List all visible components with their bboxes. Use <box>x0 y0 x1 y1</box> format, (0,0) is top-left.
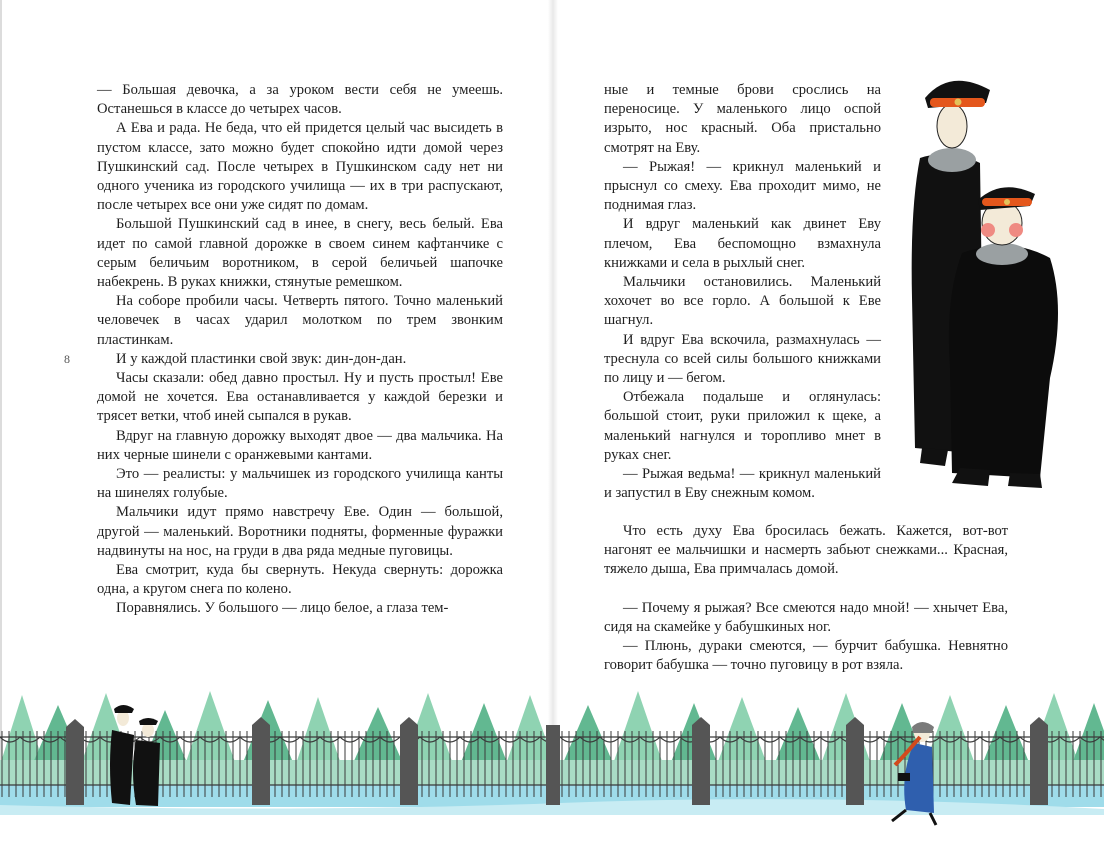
page-number: 8 <box>64 352 70 366</box>
paragraph: Поравнялись. У большого — лицо белое, а глаза тем- <box>116 600 449 617</box>
paragraph: Ева смотрит, куда бы свернуть. Некуда свернуть: дорожка одна, а кругом снега по колено. <box>97 562 503 598</box>
paragraph: Отбежала подальше и оглянулась: большой стоит, руки приложил к щеке, а маленький нагнулся и торопливо мнет в руках снег. <box>604 389 881 463</box>
paragraph: Большой Пушкинский сад в инее, в снегу, весь белый. Ева идет по самой главной дорожке в своем синем кафтанчике с серым беличьим воротником, в серой беличьей шапочке набекрень. В руках книжки, стянутые ремешком. <box>97 216 503 291</box>
paragraph: Это — реалисты: у мальчишек из городского училища канты на шинелях голубые. <box>97 466 503 502</box>
boys-in-fence-scene <box>110 705 160 806</box>
left-text-column <box>97 81 503 619</box>
paragraph: — Большая девочка, а за уроком вести себя не умеешь. Останешься в классе до четырех часов. <box>97 82 503 118</box>
paragraph: На соборе пробили часы. Четверть пятого. Точно маленький человечек в часах ударил молотком по трем звонким пластинкам. <box>97 293 503 348</box>
paragraph: Часы сказали: обед давно простыл. Ну и пусть простыл! Еве домой не хочется. Ева останавливается у каждой березки и трясет ветки, чтоб иней сыпался в рукав. <box>97 370 503 425</box>
right-text-column-bottom <box>604 522 1008 675</box>
paragraph: Что есть духу Ева бросилась бежать. Кажется, вот-вот нагонят ее мальчишки и насмерть забьют снежками... Красная, тяжело дыша, Ева примчалась домой. <box>604 523 1008 578</box>
paragraph: — Рыжая! — крикнул маленький и прыснул со смеху. Ева проходит мимо, не поднимая глаз. <box>604 158 881 214</box>
paragraph: ные и темные брови срослись на переносице. У маленького лицо оспой изрыто, нос красный. Оба пристально смотрят на Еву. <box>604 82 881 156</box>
two-boys-illustration <box>890 68 1080 498</box>
paragraph: И у каждой пластинки свой звук: дин-дон-дан. <box>116 350 407 367</box>
paragraph: Вдруг на главную дорожку выходят двое — два мальчика. На них черные шинели с оранжевыми кантами. <box>97 427 503 463</box>
right-text-column-top <box>604 81 881 503</box>
winter-fence-illustration <box>0 685 1104 853</box>
paragraph: И вдруг Ева вскочила, размахнулась — треснула со всей силы большого книжками по лицу и — бегом. <box>604 331 881 387</box>
paragraph: — Плюнь, дураки смеются, — бурчит бабушка. Невнятно говорит бабушка — точно пуговицу в рот взяла. <box>604 638 1008 674</box>
paragraph: Мальчики остановились. Маленький хохочет во все горло. А большой к Еве шагнул. <box>604 274 881 329</box>
paragraph: — Рыжая ведьма! — крикнул маленький и запустил в Еву снежным комом. <box>604 466 881 502</box>
paragraph: А Ева и рада. Не беда, что ей придется целый час высидеть в пустом классе, зато можно будет спокойно идти домой через Пушкинский сад. После четырех в Пушкинском саду нет ни одного ученика из городского училища — их в три распускают, после четырех все они уже сидят по домам. <box>97 120 503 214</box>
paragraph: — Почему я рыжая? Все смеются надо мной! — хнычет Ева, сидя на скамейке у бабушкиных ног. <box>604 599 1008 635</box>
paragraph: И вдруг маленький как двинет Еву плечом, Ева беспомощно взмахнула книжками и села в рыхлый снег. <box>604 216 881 271</box>
paragraph: Мальчики идут прямо навстречу Еве. Один — большой, другой — маленький. Воротники подняты, форменные фуражки надвинуты на нос, на груди в два ряда медные пуговицы. <box>97 504 503 559</box>
